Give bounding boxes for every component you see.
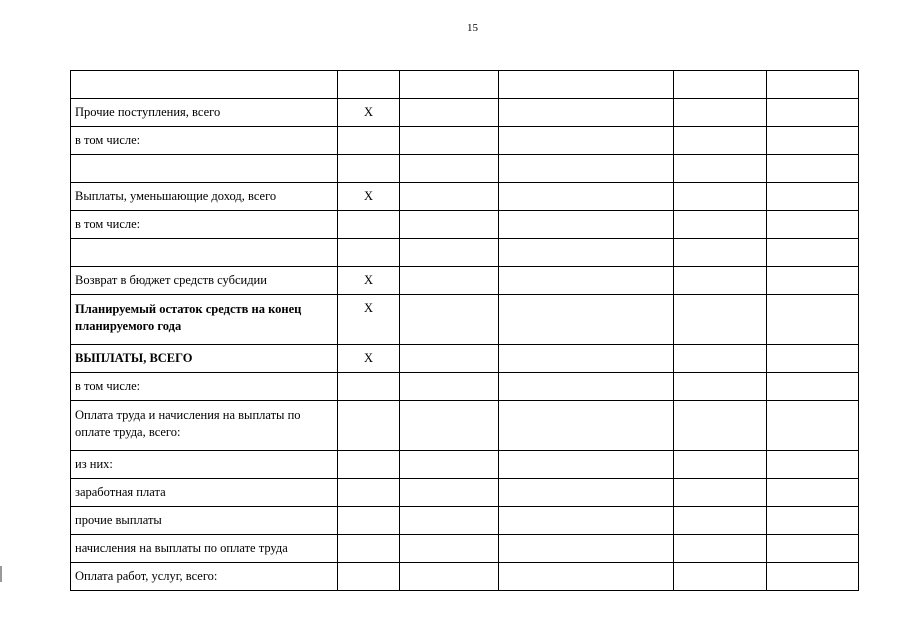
table-cell: [674, 563, 767, 591]
budget-table: [70, 70, 859, 591]
table-row: [71, 127, 859, 155]
table-cell: [767, 99, 859, 127]
table-cell: [674, 451, 767, 479]
table-row: [71, 267, 859, 295]
row-code: [338, 507, 400, 535]
row-label: в том числе:: [71, 211, 338, 239]
table-cell: [767, 373, 859, 401]
table-cell: [767, 239, 859, 267]
table-cell: [499, 479, 674, 507]
table-row: [71, 211, 859, 239]
table-cell: [499, 99, 674, 127]
table-cell: [499, 155, 674, 183]
table-cell: [400, 71, 499, 99]
table-cell: [499, 401, 674, 451]
table-cell: [400, 99, 499, 127]
table-cell: [400, 155, 499, 183]
row-label: Выплаты, уменьшающие доход, всего: [71, 183, 338, 211]
row-code: [338, 71, 400, 99]
table-cell: [400, 563, 499, 591]
row-label: из них:: [71, 451, 338, 479]
table-cell: [499, 71, 674, 99]
row-label: в том числе:: [71, 373, 338, 401]
table-cell: [767, 479, 859, 507]
row-label: Возврат в бюджет средств субсидии: [71, 267, 338, 295]
table-row: [71, 563, 859, 591]
row-code: [338, 401, 400, 451]
table-cell: [499, 183, 674, 211]
table-cell: [674, 239, 767, 267]
table-row: [71, 345, 859, 373]
table-cell: [674, 71, 767, 99]
table-cell: [400, 345, 499, 373]
row-label: Прочие поступления, всего: [71, 99, 338, 127]
table-cell: [674, 155, 767, 183]
table-cell: [674, 345, 767, 373]
table-cell: [400, 373, 499, 401]
table-cell: [499, 295, 674, 345]
table-cell: [499, 239, 674, 267]
table-row: [71, 479, 859, 507]
table-cell: [767, 563, 859, 591]
row-label: [71, 239, 338, 267]
row-label: заработная плата: [71, 479, 338, 507]
table-row: [71, 535, 859, 563]
row-code: [338, 563, 400, 591]
row-label: [71, 155, 338, 183]
table-cell: [400, 451, 499, 479]
row-code: X: [338, 295, 400, 345]
table-cell: [767, 345, 859, 373]
table-cell: [767, 507, 859, 535]
table-cell: [674, 507, 767, 535]
table-cell: [767, 127, 859, 155]
table-row: [71, 507, 859, 535]
scan-edge-mark: [0, 566, 2, 582]
table-cell: [674, 183, 767, 211]
table-cell: [674, 99, 767, 127]
table-cell: [767, 295, 859, 345]
row-code: [338, 127, 400, 155]
row-code: [338, 479, 400, 507]
table-cell: [674, 535, 767, 563]
row-code: X: [338, 183, 400, 211]
table-cell: [674, 479, 767, 507]
table-cell: [674, 211, 767, 239]
table-cell: [499, 451, 674, 479]
table-cell: [767, 451, 859, 479]
table-cell: [400, 401, 499, 451]
table-cell: [767, 211, 859, 239]
row-label: Планируемый остаток средств на конец планируемого года: [71, 295, 338, 345]
table-row: [71, 155, 859, 183]
row-code: X: [338, 99, 400, 127]
row-code: [338, 451, 400, 479]
row-label: Оплата труда и начисления на выплаты по оплате труда, всего:: [71, 401, 338, 451]
table-row: [71, 401, 859, 451]
table-cell: [400, 211, 499, 239]
row-code: X: [338, 345, 400, 373]
table-cell: [767, 155, 859, 183]
table-cell: [499, 507, 674, 535]
row-code: [338, 239, 400, 267]
row-label: начисления на выплаты по оплате труда: [71, 535, 338, 563]
table-cell: [400, 127, 499, 155]
table-row: [71, 451, 859, 479]
table-row: [71, 183, 859, 211]
table-cell: [767, 535, 859, 563]
page-number: 15: [467, 22, 478, 34]
table-cell: [767, 267, 859, 295]
row-code: [338, 211, 400, 239]
table-row: [71, 295, 859, 345]
row-label: ВЫПЛАТЫ, ВСЕГО: [71, 345, 338, 373]
row-code: X: [338, 267, 400, 295]
table-cell: [767, 71, 859, 99]
table-cell: [400, 535, 499, 563]
table-cell: [674, 295, 767, 345]
table-cell: [499, 267, 674, 295]
table-cell: [499, 535, 674, 563]
table-cell: [499, 373, 674, 401]
table-row: [71, 373, 859, 401]
row-label: прочие выплаты: [71, 507, 338, 535]
row-code: [338, 535, 400, 563]
table-cell: [499, 211, 674, 239]
table-cell: [499, 127, 674, 155]
row-code: [338, 373, 400, 401]
table-cell: [400, 183, 499, 211]
table-cell: [674, 267, 767, 295]
table-cell: [674, 373, 767, 401]
table-cell: [400, 479, 499, 507]
table-cell: [767, 183, 859, 211]
table-row: [71, 239, 859, 267]
table-cell: [674, 127, 767, 155]
row-label: Оплата работ, услуг, всего:: [71, 563, 338, 591]
row-label: [71, 71, 338, 99]
table-cell: [400, 507, 499, 535]
table-cell: [767, 401, 859, 451]
row-label: в том числе:: [71, 127, 338, 155]
table-row: [71, 71, 859, 99]
table-cell: [499, 563, 674, 591]
table-row: [71, 99, 859, 127]
table-cell: [499, 345, 674, 373]
table-cell: [400, 295, 499, 345]
table-cell: [400, 267, 499, 295]
row-code: [338, 155, 400, 183]
table-cell: [400, 239, 499, 267]
table-cell: [674, 401, 767, 451]
